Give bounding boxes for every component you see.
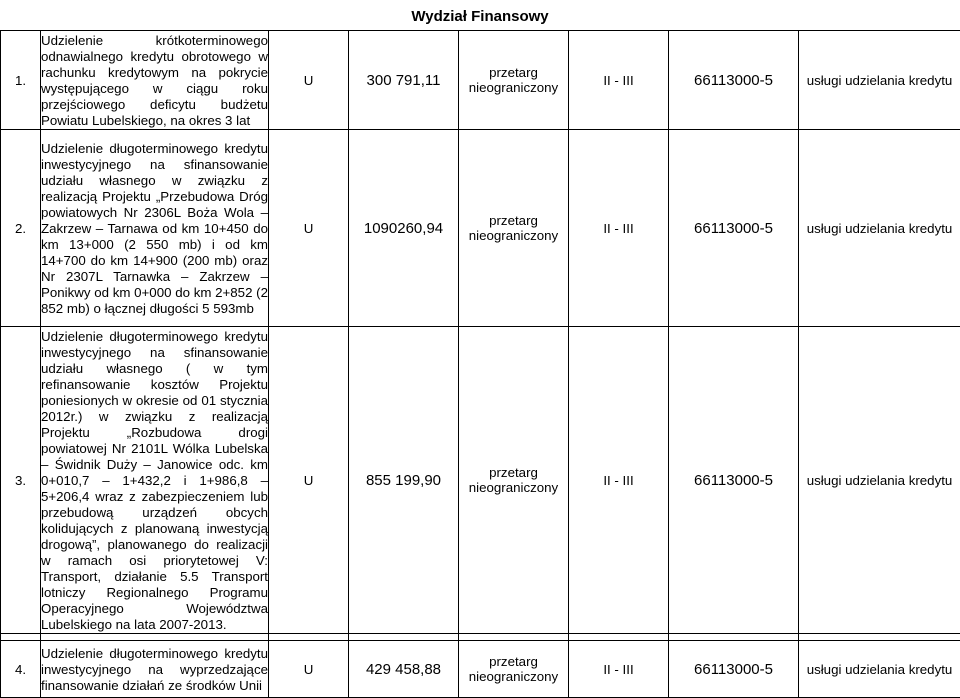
row-cpv-code: 66113000-5 <box>669 327 799 634</box>
row-mode: przetarg nieograniczony <box>459 641 569 698</box>
page-title: Wydział Finansowy <box>0 0 960 30</box>
row-description: Udzielenie długoterminowego kredytu inwestycyjnego na wyprzedzające finansowanie działań ze środków Unii <box>41 641 269 698</box>
table-row <box>1 31 960 130</box>
row-subject: usługi udzielania kredytu <box>799 327 960 634</box>
row-mode: przetarg nieograniczony <box>459 31 569 130</box>
row-amount: 855 199,90 <box>349 327 459 634</box>
table-row <box>1 641 960 698</box>
row-cpv-code: 66113000-5 <box>669 641 799 698</box>
row-amount: 300 791,11 <box>349 31 459 130</box>
row-letter: U <box>269 641 349 698</box>
row-description: Udzielenie długoterminowego kredytu inwestycyjnego na sfinansowanie udziału własnego w związku z realizacją Projektu „Przebudowa Dróg powiatowych Nr 2306L Boża Wola – Zakrzew – Tarnawa od km 10+450 do km 13+000 (2 550 mb) i od km 14+700 do km 14+900 (200 mb) oraz Nr 2307L Tarnawka – Zakrzew – Ponikwy od km 0+000 do km 2+852 (2 852 mb) o łącznej długości 5 593mb <box>41 130 269 327</box>
row-amount: 429 458,88 <box>349 641 459 698</box>
row-cpv-code: 66113000-5 <box>669 31 799 130</box>
row-amount: 1090260,94 <box>349 130 459 327</box>
table-row <box>1 327 960 634</box>
row-separator <box>1 634 960 641</box>
row-letter: U <box>269 31 349 130</box>
row-cpv-code: 66113000-5 <box>669 130 799 327</box>
row-quarter: II - III <box>569 31 669 130</box>
row-quarter: II - III <box>569 327 669 634</box>
procurement-table <box>0 30 960 698</box>
row-number: 1. <box>1 31 41 130</box>
row-subject: usługi udzielania kredytu <box>799 31 960 130</box>
row-mode: przetarg nieograniczony <box>459 327 569 634</box>
row-subject: usługi udzielania kredytu <box>799 130 960 327</box>
row-number: 4. <box>1 641 41 698</box>
row-mode: przetarg nieograniczony <box>459 130 569 327</box>
row-letter: U <box>269 327 349 634</box>
row-quarter: II - III <box>569 130 669 327</box>
table-row <box>1 130 960 327</box>
row-subject: usługi udzielania kredytu <box>799 641 960 698</box>
row-number: 2. <box>1 130 41 327</box>
row-letter: U <box>269 130 349 327</box>
row-number: 3. <box>1 327 41 634</box>
row-description: Udzielenie krótkoterminowego odnawialnego kredytu obrotowego w rachunku kredytowym na pokrycie występującego w ciągu roku przejściowego deficytu budżetu Powiatu Lubelskiego, na okres 3 lat <box>41 31 269 130</box>
row-quarter: II - III <box>569 641 669 698</box>
row-description: Udzielenie długoterminowego kredytu inwestycyjnego na sfinansowanie udziału własnego ( w tym refinansowanie kosztów Projektu poniesionych w okresie od 01 stycznia 2012r.) w związku z realizacją Projektu „Rozbudowa drogi powiatowej Nr 2101L Wólka Lubelska – Świdnik Duży – Janowice odc. km 0+010,7 – 1+432,2 i 1+986,8 – 5+206,4 wraz z zabezpieczeniem lub przebudową urządzeń obcych kolidujących z planowaną inwestycją drogową”, planowanego do realizacji w ramach osi priorytetowej V: Transport, działanie 5.5 Transport lotniczy Regionalnego Programu Operacyjnego Województwa Lubelskiego na lata 2007-2013. <box>41 327 269 634</box>
